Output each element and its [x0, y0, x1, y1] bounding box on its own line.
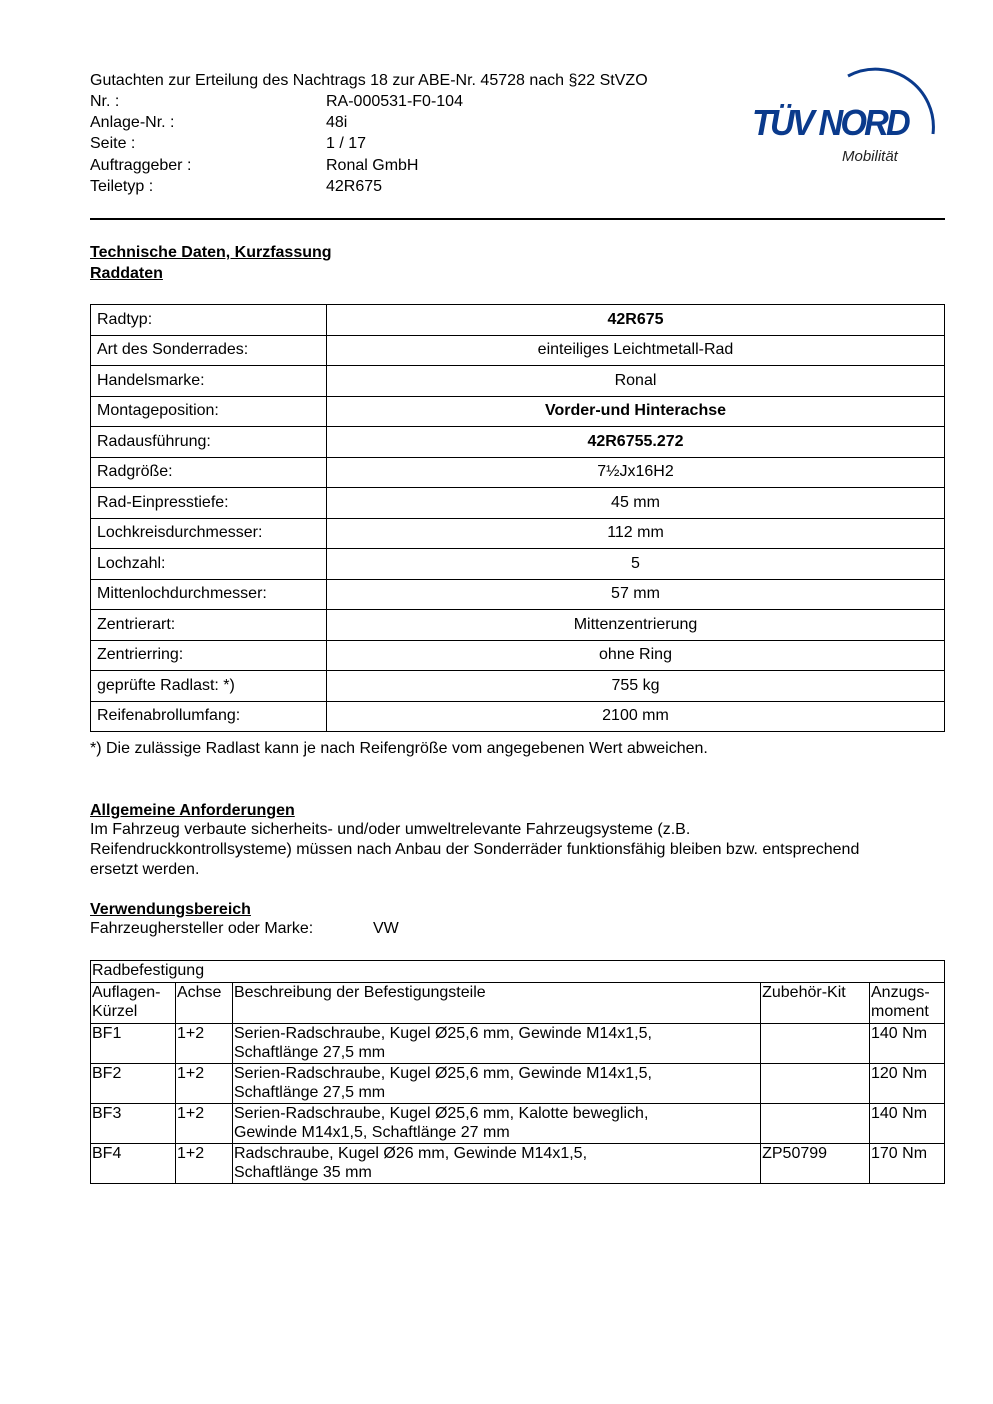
desc-line: Schaftlänge 35 mm: [233, 1164, 372, 1181]
table-row: [91, 579, 945, 610]
row-label: Lochzahl:: [91, 549, 327, 580]
row-value: 755 kg: [327, 671, 945, 702]
row-value: 42R6755.272: [327, 427, 945, 458]
cell-torque: 120 Nm: [870, 1064, 945, 1104]
row-label: Lochkreisdurchmesser:: [91, 518, 327, 549]
table-row: [91, 1024, 945, 1064]
row-label: geprüfte Radlast: *): [91, 671, 327, 702]
header-field-auftraggeber: [90, 155, 418, 176]
table-row: [91, 488, 945, 519]
row-value: Vorder-und Hinterachse: [327, 396, 945, 427]
desc-line: Serien-Radschraube, Kugel Ø25,6 mm, Gewinde M14x1,5,: [233, 1065, 652, 1082]
table-row: [91, 335, 945, 366]
cell-axle: 1+2: [175, 1024, 232, 1064]
row-value: 7½Jx16H2: [327, 457, 945, 488]
cell-description: [232, 1064, 760, 1104]
table-row: [91, 518, 945, 549]
table-row: [91, 1064, 945, 1104]
row-label: Art des Sonderrades:: [91, 335, 327, 366]
cell-code: BF4: [91, 1144, 176, 1184]
row-value: 112 mm: [327, 518, 945, 549]
col-header-axle: Achse: [175, 983, 232, 1024]
table-header-row: [91, 983, 945, 1024]
cell-description: [232, 1144, 760, 1184]
desc-line: Schaftlänge 27,5 mm: [233, 1044, 386, 1061]
row-value: 57 mm: [327, 579, 945, 610]
document-title: Gutachten zur Erteilung des Nachtrags 18 zur ABE-Nr. 45728 nach §22 StVZO: [90, 72, 648, 89]
header-field-seite: [90, 133, 366, 154]
row-value: 2100 mm: [327, 701, 945, 732]
header-divider: [90, 218, 945, 220]
row-value: Mittenzentrierung: [327, 610, 945, 641]
manufacturer-value: VW: [373, 920, 399, 937]
manufacturer-field: [90, 919, 399, 939]
desc-line: Schaftlänge 27,5 mm: [233, 1084, 386, 1101]
row-label: Radausführung:: [91, 427, 327, 458]
row-label: Rad-Einpresstiefe:: [91, 488, 327, 519]
cell-axle: 1+2: [175, 1144, 232, 1184]
row-value: 45 mm: [327, 488, 945, 519]
cell-kit: [761, 1024, 870, 1064]
row-label: Mittenlochdurchmesser:: [91, 579, 327, 610]
table-row: [91, 396, 945, 427]
field-value: 42R675: [326, 178, 383, 195]
wheel-load-footnote: *) Die zulässige Radlast kann je nach Reifengröße vom angegebenen Wert abweichen.: [90, 740, 708, 757]
desc-line: Serien-Radschraube, Kugel Ø25,6 mm, Gewinde M14x1,5,: [233, 1025, 652, 1042]
cell-code: BF1: [91, 1024, 176, 1064]
row-value: ohne Ring: [327, 640, 945, 671]
row-label: Zentrierart:: [91, 610, 327, 641]
col-header-kit: Zubehör-Kit: [761, 983, 870, 1024]
col-header-description: Beschreibung der Befestigungsteile: [232, 983, 760, 1024]
row-label: Radtyp:: [91, 305, 327, 336]
desc-line: Radschraube, Kugel Ø26 mm, Gewinde M14x1,5,: [233, 1145, 588, 1162]
table-row: [91, 671, 945, 702]
field-label: Teiletyp :: [90, 178, 154, 195]
desc-line: Serien-Radschraube, Kugel Ø25,6 mm, Kalotte beweglich,: [233, 1105, 649, 1122]
general-requirements-text: Im Fahrzeug verbaute sicherheits- und/oder umweltrelevante Fahrzeugsysteme (z.B. Reifendruckkontrollsysteme) müssen nach Anbau der Sonderräder funktionsfähig bleiben bzw. entsprechend ersetzt werden.: [90, 821, 860, 878]
logo-subtitle: Mobilität: [842, 148, 898, 165]
table-row: [91, 366, 945, 397]
cell-torque: 140 Nm: [870, 1104, 945, 1144]
table-row: [91, 1104, 945, 1144]
header-line: moment: [871, 1003, 929, 1020]
technical-data-heading: Technische Daten, Kurzfassung: [90, 244, 332, 261]
header-line: Auflagen-: [92, 984, 161, 1001]
table-row: [91, 549, 945, 580]
cell-code: BF3: [91, 1104, 176, 1144]
cell-axle: 1+2: [175, 1104, 232, 1144]
col-header-torque: [870, 983, 945, 1024]
tuv-nord-logo: [748, 46, 948, 176]
row-label: Handelsmarke:: [91, 366, 327, 397]
field-label: Seite :: [90, 135, 136, 152]
table-row: [91, 427, 945, 458]
table-caption-row: [91, 961, 945, 983]
row-value: Ronal: [327, 366, 945, 397]
cell-kit: ZP50799: [761, 1144, 870, 1184]
field-value: 48i: [326, 114, 348, 131]
header-field-nr: [90, 91, 463, 112]
logo-brand: TÜV NORD: [752, 102, 908, 143]
table-row: [91, 701, 945, 732]
table-row: [91, 610, 945, 641]
cell-description: [232, 1024, 760, 1064]
row-value: 5: [327, 549, 945, 580]
general-requirements-heading: Allgemeine Anforderungen: [90, 802, 295, 819]
cell-description: [232, 1104, 760, 1144]
field-label: Auftraggeber :: [90, 157, 192, 174]
wheel-fastening-table: [90, 960, 945, 1184]
cell-axle: 1+2: [175, 1064, 232, 1104]
table-row: [91, 305, 945, 336]
row-value: 42R675: [327, 305, 945, 336]
cell-code: BF2: [91, 1064, 176, 1104]
row-label: Montageposition:: [91, 396, 327, 427]
header-line: Kürzel: [92, 1003, 138, 1020]
cell-torque: 140 Nm: [870, 1024, 945, 1064]
col-header-code: [91, 983, 176, 1024]
cell-kit: [761, 1064, 870, 1104]
row-label: Zentrierring:: [91, 640, 327, 671]
header-line: Anzugs-: [871, 984, 930, 1001]
field-value: RA-000531-F0-104: [326, 93, 463, 110]
row-label: Radgröße:: [91, 457, 327, 488]
table-row: [91, 457, 945, 488]
cell-kit: [761, 1104, 870, 1144]
usage-heading: Verwendungsbereich: [90, 901, 251, 918]
field-label: Nr. :: [90, 93, 120, 110]
field-value: Ronal GmbH: [326, 157, 419, 174]
manufacturer-label: Fahrzeughersteller oder Marke:: [90, 920, 314, 937]
row-value: einteiliges Leichtmetall-Rad: [327, 335, 945, 366]
table-row: [91, 640, 945, 671]
field-label: Anlage-Nr. :: [90, 114, 175, 131]
wheel-data-heading: Raddaten: [90, 265, 163, 282]
row-label: Reifenabrollumfang:: [91, 701, 327, 732]
header-field-anlage: [90, 112, 347, 133]
wheel-data-table: [90, 304, 945, 732]
table-row: [91, 1144, 945, 1184]
table-caption: Radbefestigung: [91, 961, 945, 983]
cell-torque: 170 Nm: [870, 1144, 945, 1184]
desc-line: Gewinde M14x1,5, Schaftlänge 27 mm: [233, 1124, 510, 1141]
field-value: 1 / 17: [326, 135, 367, 152]
header-field-teiletyp: [90, 176, 382, 197]
